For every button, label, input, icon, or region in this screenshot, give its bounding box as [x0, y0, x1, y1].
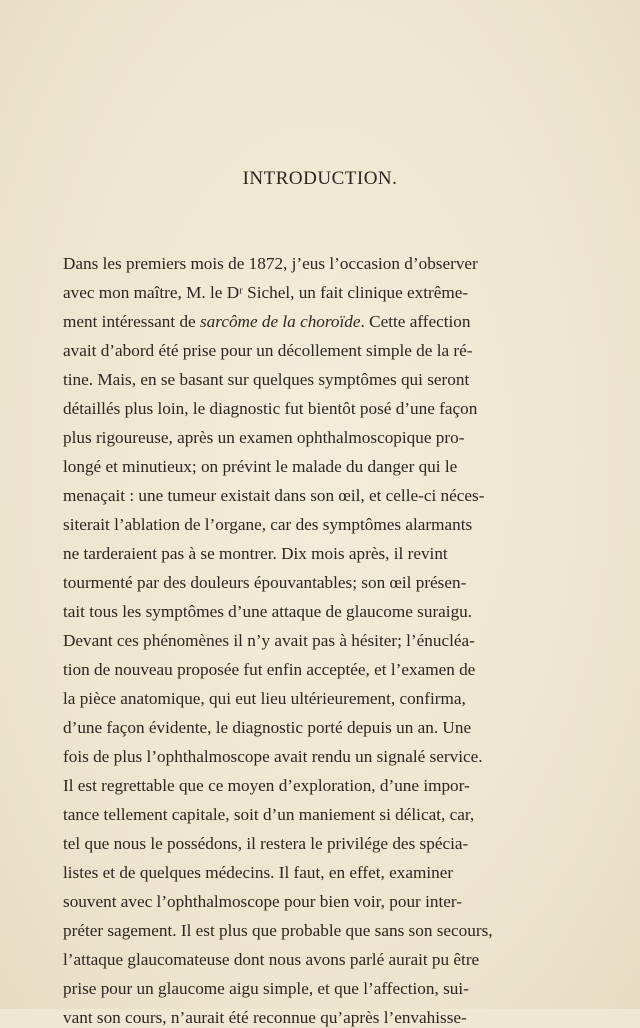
text-line: avait d’abord été prise pour un décollement simple de la ré-	[63, 341, 473, 360]
text-span: . Cette affection	[360, 312, 471, 331]
text-line: tait tous les symptômes d’une attaque de glaucome suraigu.	[63, 602, 473, 621]
italic-term: sarcôme de la choroïde	[199, 312, 361, 331]
text-line: avec mon maître, M. le Dʳ Sichel, un fait clinique extrême-	[63, 283, 469, 302]
text-line: détaillés plus loin, le diagnostic fut bientôt posé d’une façon	[63, 399, 478, 418]
text-line: plus rigoureuse, après un examen ophthalmoscopique pro-	[63, 428, 465, 447]
text-line: vant son cours, n’aurait été reconnue qu’après l’envahisse-	[63, 1008, 467, 1027]
text-line: l’attaque glaucomateuse dont nous avons parlé aurait pu être	[63, 950, 480, 969]
text-line: la pièce anatomique, qui eut lieu ultérieurement, confirma,	[63, 689, 466, 708]
text-span: ment intéressant de	[63, 312, 200, 331]
text-line: siterait l’ablation de l’organe, car des symptômes alarmants	[63, 515, 473, 534]
text-line: tourmenté par des douleurs épouvantables; son œil présen-	[63, 573, 467, 592]
text-line: souvent avec l’ophthalmoscope pour bien voir, pour inter-	[63, 892, 462, 911]
text-line: Dans les premiers mois de 1872, j’eus l’occasion d’observer	[63, 254, 478, 273]
text-line: tine. Mais, en se basant sur quelques symptômes qui seront	[63, 370, 470, 389]
text-line: Il est regrettable que ce moyen d’exploration, d’une impor-	[63, 776, 470, 795]
text-line: préter sagement. Il est plus que probable que sans son secours,	[63, 921, 493, 940]
text-line: d’une façon évidente, le diagnostic porté depuis un an. Une	[63, 718, 472, 737]
text-line: ne tarderaient pas à se montrer. Dix mois après, il revint	[63, 544, 448, 563]
text-line: Devant ces phénomènes il n’y avait pas à hésiter; l’énucléa-	[63, 631, 475, 650]
text-line: menaçait : une tumeur existait dans son œil, et celle-ci néces-	[63, 486, 485, 505]
text-line: prise pour un glaucome aigu simple, et que l’affection, sui-	[63, 979, 469, 998]
text-line: listes et de quelques médecins. Il faut, en effet, examiner	[63, 863, 454, 882]
text-line: tel que nous le possédons, il restera le privilége des spécia-	[63, 834, 469, 853]
text-line: fois de plus l’ophthalmoscope avait rendu un signalé service.	[63, 747, 483, 766]
text-line: longé et minutieux; on prévint le malade du danger qui le	[63, 457, 458, 476]
text-line: tion de nouveau proposée fut enfin acceptée, et l’examen de	[63, 660, 476, 679]
chapter-heading: INTRODUCTION.	[242, 168, 398, 189]
text-line: tance tellement capitale, soit d’un maniement si délicat, car,	[63, 805, 475, 824]
text-line	[63, 312, 559, 332]
